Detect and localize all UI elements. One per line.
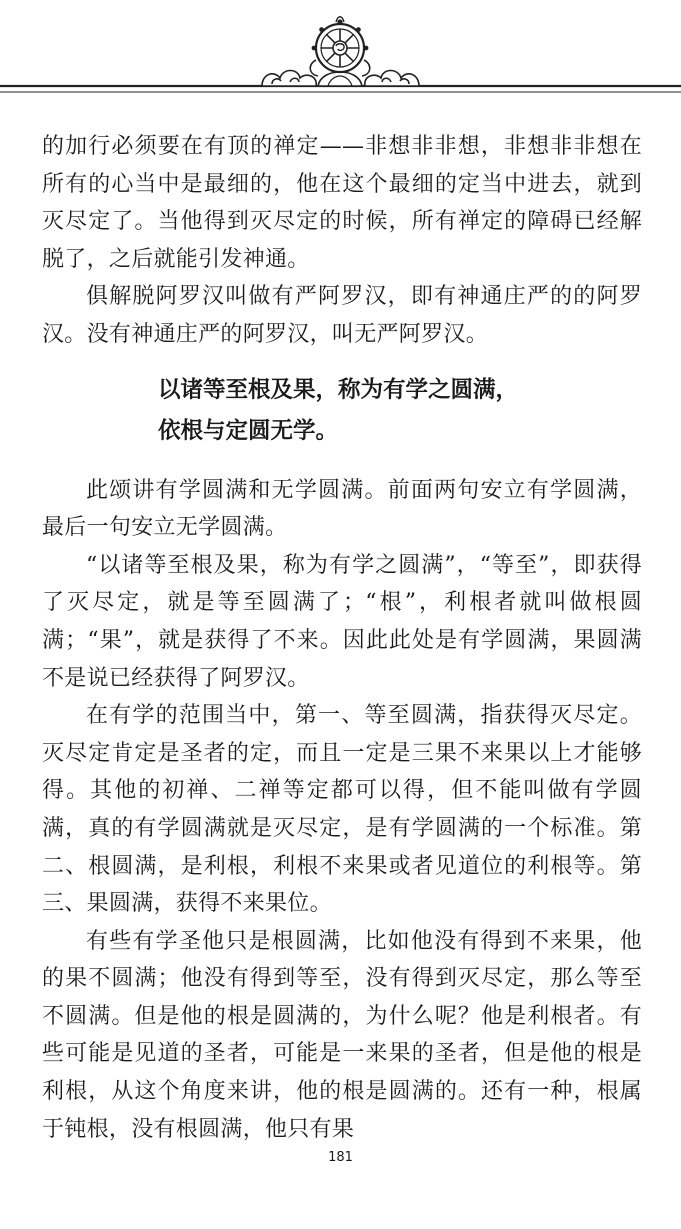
header-ornament-graphic [0, 0, 681, 110]
body-paragraph: 的加行必须要在有顶的禅定——非想非非想，非想非非想在所有的心当中是最细的，他在这个最细的定当中进去，就到灭尽定了。当他得到灭尽定的时候，所有禅定的障碍已经解脱了，之后就能引发神通。 [42, 134, 642, 272]
cloud-scroll-icon [262, 71, 316, 87]
header-rule-lines [0, 86, 681, 92]
body-paragraph: 此颂讲有学圆满和无学圆满。前面两句安立有学圆满，最后一句安立无学圆满。 [42, 477, 642, 541]
page-body [42, 128, 642, 1148]
verse-block [42, 370, 642, 452]
dharma-wheel-icon [310, 17, 370, 86]
verse-line: 以诸等至根及果，称为有学之圆满， [158, 376, 519, 403]
body-paragraph: 在有学的范围当中，第一、等至圆满，指获得灭尽定。灭尽定肯定是圣者的定，而且一定是三果不来果以上才能够得。其他的初禅、二禅等定都可以得，但不能叫做有学圆满，真的有学圆满就是灭尽定，是有学圆满的一个标准。第二、根圆满，是利根，利根不来果或者见道位的利根等。第三、果圆满，获得不来果位。 [42, 703, 642, 917]
page-header-ornament [0, 0, 681, 110]
body-paragraph: 有些有学圣他只是根圆满，比如他没有得到不来果，他的果不圆满；他没有得到等至，没有得到灭尽定，那么等至不圆满。但是他的根是圆满的，为什么呢？他是利根者。有些可能是见道的圣者，可能是一来果的圣者，但是他的根是利根，从这个角度来讲，他的根是圆满的。还有一种，根属于钝根，没有根圆满，他只有果 [42, 928, 642, 1142]
body-paragraph: 俱解脱阿罗汉叫做有严阿罗汉，即有神通庄严的的阿罗汉。没有神通庄严的阿罗汉，叫无严阿罗汉。 [42, 284, 642, 347]
body-paragraph: “以诸等至根及果，称为有学之圆满”，“等至”，即获得了灭尽定，就是等至圆满了；“根”，利根者就叫做根圆满；“果”，就是获得了不来。因此此处是有学圆满，果圆满不是说已经获得了阿罗汉。 [42, 552, 642, 691]
cloud-scroll-icon [365, 71, 419, 87]
page-number: 181 [328, 1150, 353, 1165]
verse-line: 依根与定圆无学。 [158, 417, 339, 444]
